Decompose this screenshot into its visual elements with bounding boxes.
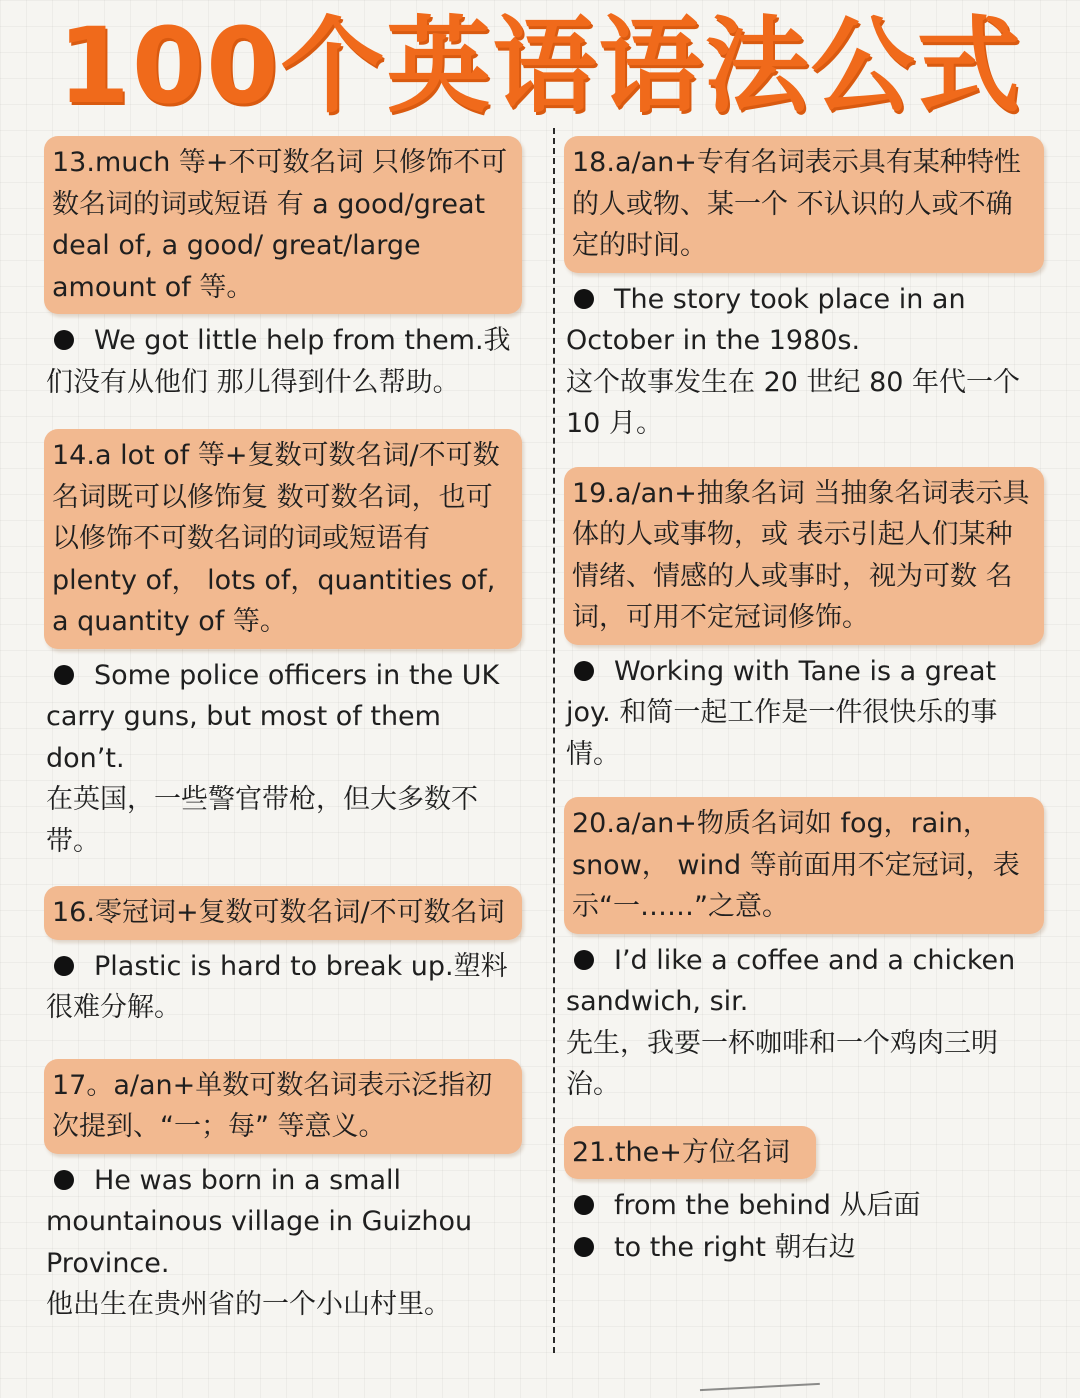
left-column <box>46 136 522 1326</box>
example-21b <box>566 1227 1044 1269</box>
example-17-text: He was born in a small mountainous village in Guizhou Province. <box>46 1164 473 1279</box>
example-14-text: Some police officers in the UK carry guns, but most of them don’t. <box>46 659 500 774</box>
section-20 <box>566 797 1044 1106</box>
bullet-icon <box>54 1170 74 1190</box>
example-19-text: Working with Tane is a great joy. 和简一起工作是一件很快乐的事情。 <box>566 655 998 770</box>
bullet-icon <box>574 1237 594 1257</box>
rule-19: 19.a/an+抽象名词 当抽象名词表示具体的人或事物，或 表示引起人们某种情绪、情感的人或事时，视为可数 名词，可用不定冠词修饰。 <box>564 467 1044 645</box>
column-divider <box>553 128 555 1353</box>
example-18 <box>566 279 1044 362</box>
bullet-icon <box>54 330 74 350</box>
example-18-text: The story took place in an October in the 1980s. <box>566 283 966 356</box>
example-21a-text: from the behind 从后面 <box>614 1190 921 1221</box>
rule-17: 17。a/an+单数可数名词表示泛指初次提到、“一；每” 等意义。 <box>44 1059 522 1154</box>
rule-18: 18.a/an+专有名词表示具有某种特性的人或物、某一个 不认识的人或不确定的时间。 <box>564 136 1044 273</box>
translation-18: 这个故事发生在 20 世纪 80 年代一个 10 月。 <box>566 366 1021 439</box>
rule-14: 14.a lot of 等+复数可数名词/不可数名词既可以修饰复 数可数名词，也可以修饰不可数名词的词或短语有plenty of， lots of，quantities of, a quantity of 等。 <box>44 429 522 649</box>
example-21b-text: to the right 朝右边 <box>614 1231 856 1263</box>
example-19 <box>566 651 1044 776</box>
example-17 <box>46 1160 522 1285</box>
section-18 <box>566 136 1044 445</box>
example-13-text: We got little help from them.我们没有从他们 那儿得到什么帮助。 <box>46 325 511 398</box>
example-13 <box>46 320 522 403</box>
bullet-icon <box>54 665 74 685</box>
rule-21: 21.the+方位名词 <box>564 1126 816 1180</box>
decorative-stroke <box>700 1383 820 1395</box>
section-14 <box>46 429 522 862</box>
rule-16: 16.零冠词+复数可数名词/不可数名词 <box>44 886 522 940</box>
bullet-icon <box>574 661 594 681</box>
example-20-text: I’d like a coffee and a chicken sandwich, sir. <box>566 944 1016 1017</box>
example-16-text: Plastic is hard to break up.塑料很难分解。 <box>46 950 508 1023</box>
translation-14: 在英国，一些警官带枪，但大多数不带。 <box>46 784 478 857</box>
bullet-icon <box>574 1195 594 1215</box>
page-title: 100个英语语法公式 <box>57 5 1023 127</box>
right-column <box>566 136 1044 1268</box>
translation-20: 先生，我要一杯咖啡和一个鸡肉三明治。 <box>566 1027 998 1100</box>
rule-20: 20.a/an+物质名词如 fog，rain， snow， wind 等前面用不定冠词，表示“一……”之意。 <box>564 797 1044 934</box>
bullet-icon <box>574 950 594 970</box>
bullet-icon <box>54 956 74 976</box>
section-16 <box>46 886 522 1029</box>
rule-13: 13.much 等+不可数名词 只修饰不可数名词的词或短语 有 a good/great deal of, a good/ great/large amount of 等。 <box>44 136 522 314</box>
section-13 <box>46 136 522 403</box>
example-14 <box>46 655 522 780</box>
section-21 <box>566 1126 1044 1269</box>
example-16 <box>46 946 522 1029</box>
section-17 <box>46 1059 522 1326</box>
translation-17: 他出生在贵州省的一个小山村里。 <box>46 1289 451 1320</box>
bullet-icon <box>574 289 594 309</box>
example-21a <box>566 1185 1044 1227</box>
example-20 <box>566 940 1044 1023</box>
section-19 <box>566 467 1044 776</box>
